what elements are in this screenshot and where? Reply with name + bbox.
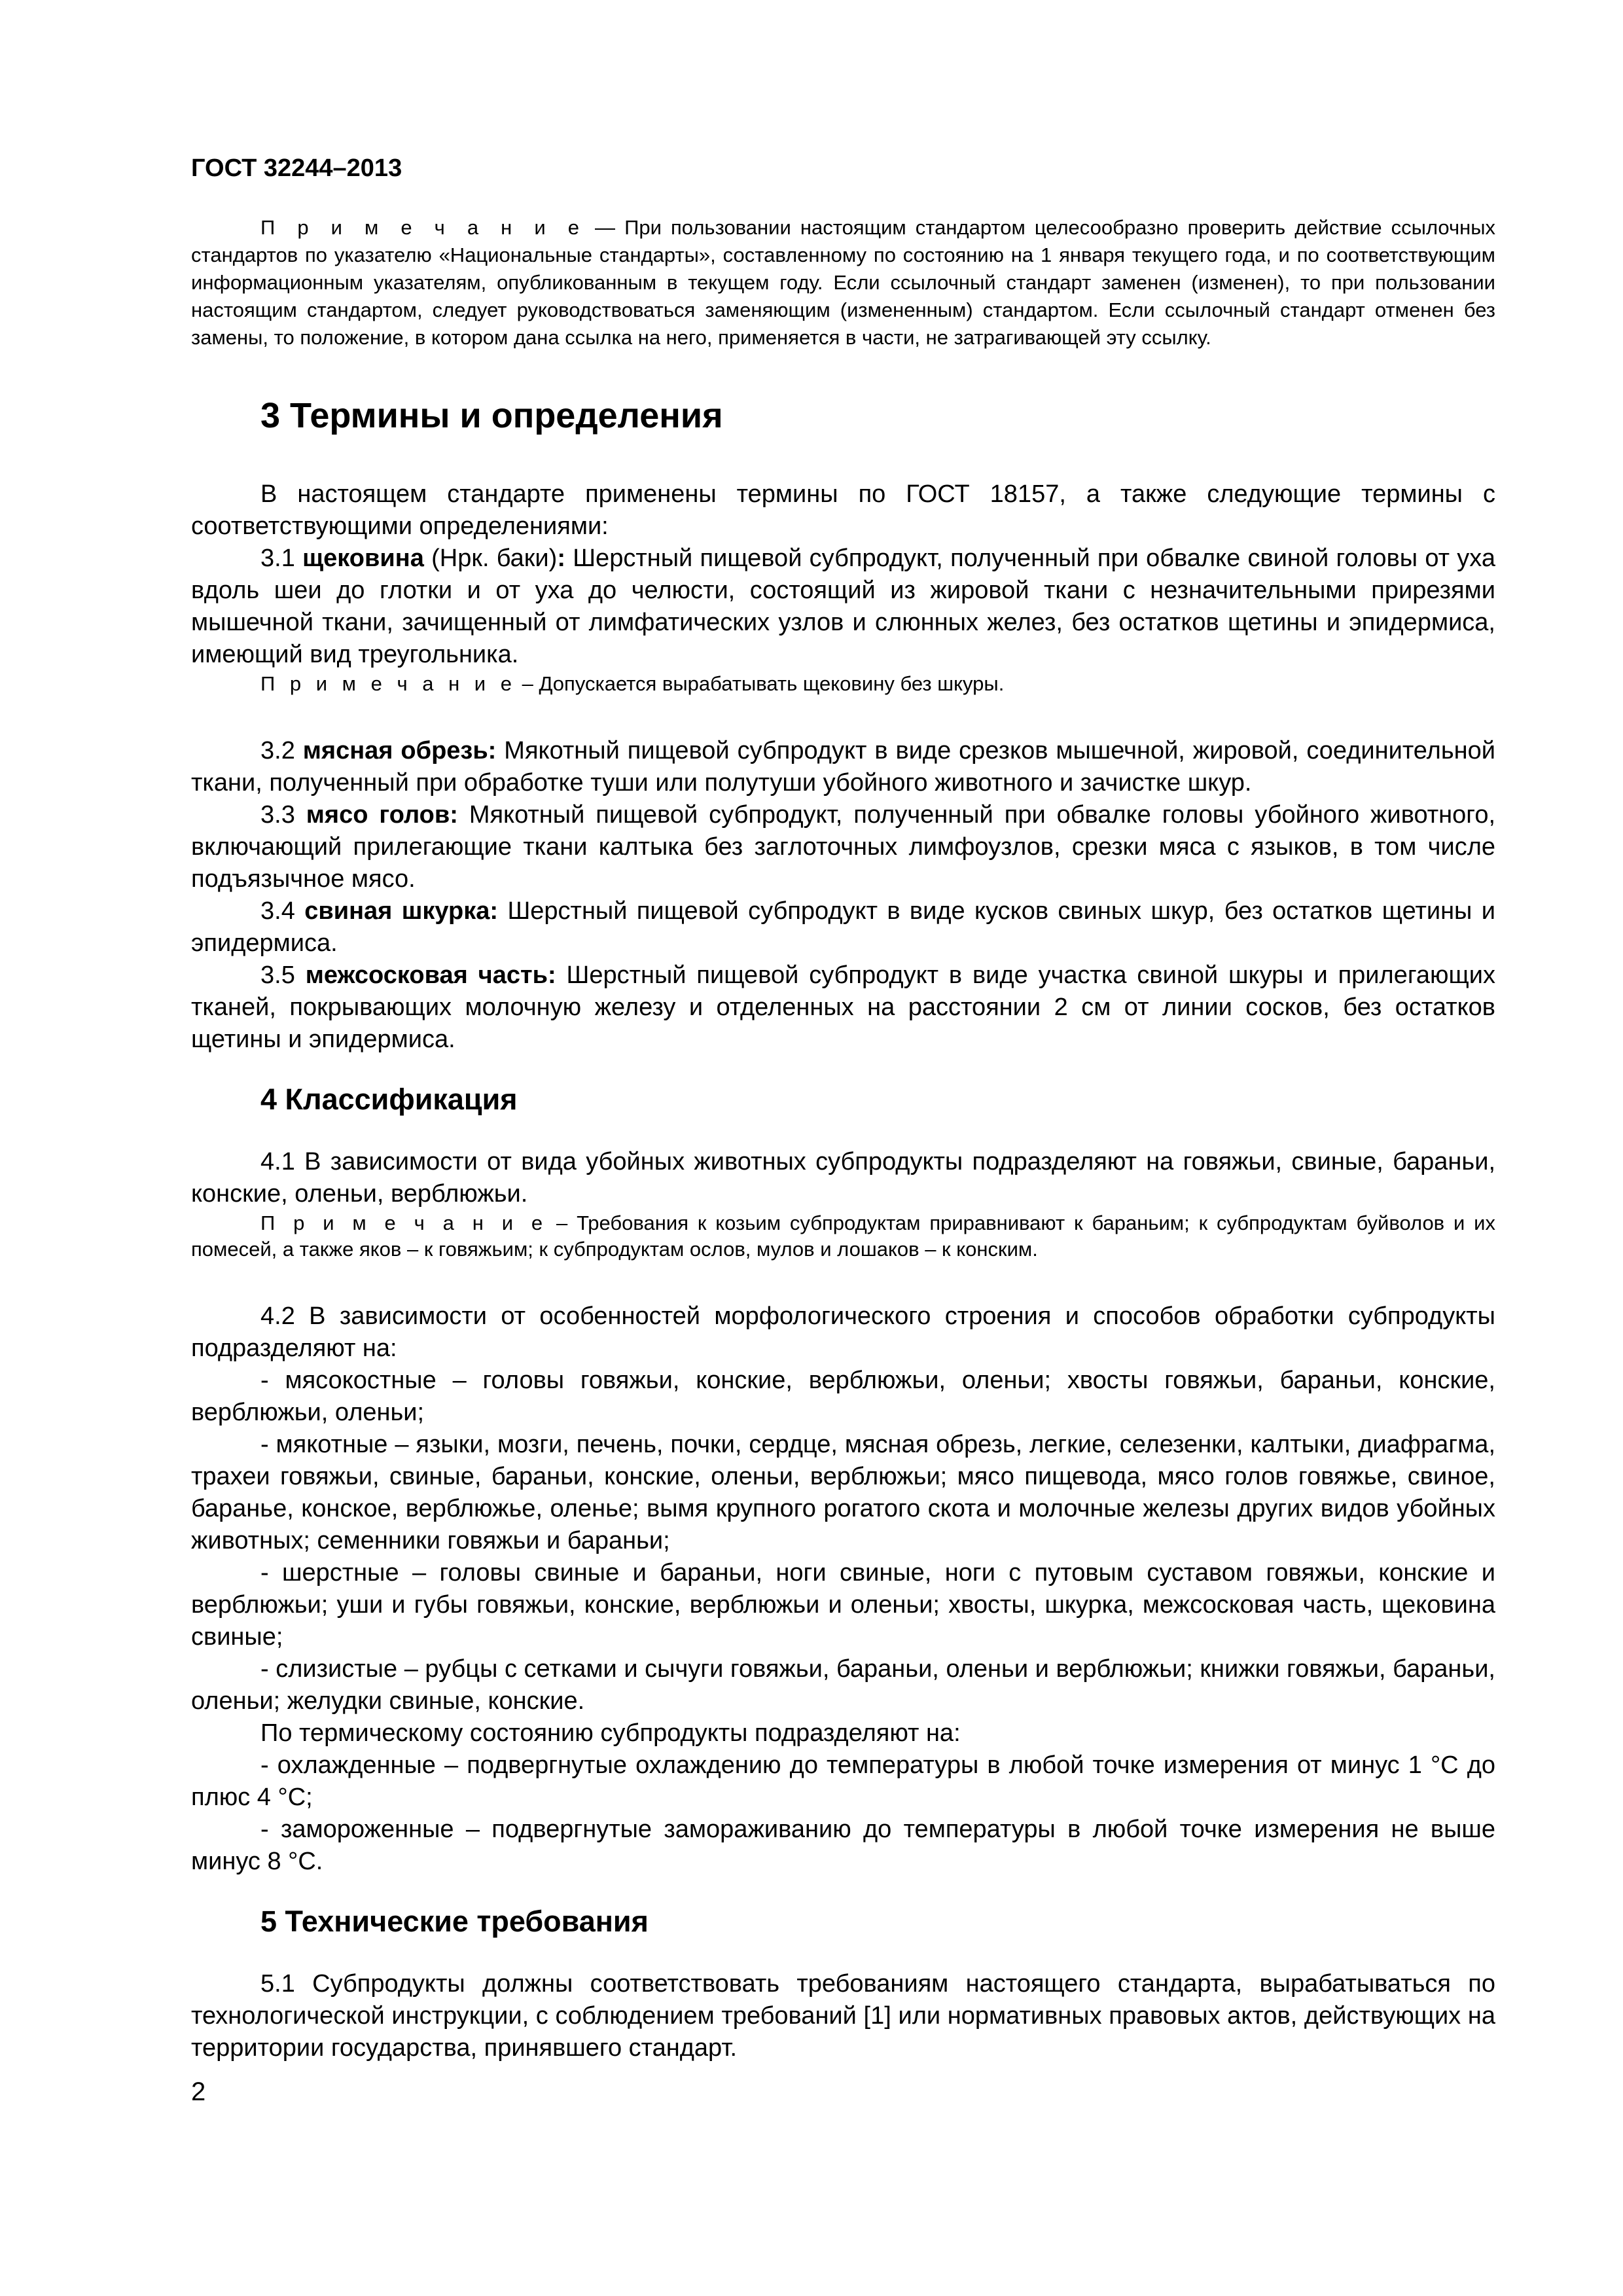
list-item-lead: - шерстные – <box>260 1559 440 1587</box>
clause-4-1: 4.1 В зависимости от вида убойных животных субпродукты подразделяют на говяжьи, свиные, бараньи, конские, оленьи, верблюжьи. <box>191 1148 1495 1208</box>
section-4-title: 4 Классификация <box>260 1083 518 1116</box>
list-item-lead: - мясокостные – <box>260 1367 483 1394</box>
list-item-text: подвергнутые охлаждению до температуры в любой точке измерения от минус 1 °С до плюс 4 °С; <box>191 1751 1496 1811</box>
note-label: П р и м е ч а н и е <box>260 216 586 239</box>
list-item-text: рубцы с сетками и сычуги говяжьи, бараньи, оленьи и верблюжьи; книжки говяжьи, бараньи, оленьи; желудки свиные, конские. <box>191 1655 1495 1715</box>
term-3-2 <box>191 735 1495 799</box>
list-item <box>191 1429 1495 1557</box>
term-colon: : <box>557 545 565 572</box>
note-text: — При пользовании настоящим стандартом целесообразно проверить действие ссылочных стандартов по указателю «Национальные стандарты», составленному по состоянию на 1 января текущего года, и по соответствующим информационным указателям, опубликованным в текущем году. Если ссылочный стандарт заменен (изменен), то при пользовании настоящим стандартом, следует руководствоваться заменяющим (измененным) стандартом. Если ссылочный стандарт отменен без замены, то положение, в котором дана ссылка на него, применяется в части, не затрагивающей эту ссылку. <box>191 216 1495 349</box>
term-3-3 <box>191 799 1495 895</box>
term-number: 3.1 <box>260 545 303 572</box>
section-5-title: 5 Технические требования <box>260 1905 649 1938</box>
clause-4-2: 4.2 В зависимости от особенностей морфологического строения и способов обработки субпродукты подразделяют на: <box>191 1302 1495 1362</box>
term-name: межсосковая часть: <box>305 961 556 989</box>
term-name: мясо голов: <box>306 801 458 829</box>
list-item-lead: - замороженные – <box>260 1816 492 1843</box>
list-item-text: языки, мозги, печень, почки, сердце, мясная обрезь, легкие, селезенки, калтыки, диафрагма, трахеи говяжьи, свиные, бараньи, конские, оленьи, верблюжьи; мясо пищевода, мясо голов говяжье, свиное, баранье, конское, верблюжье, оленье; вымя крупного рогатого скота и молочные железы других видов убойных животных; семенники говяжьи и бараньи; <box>191 1431 1495 1554</box>
list-item <box>191 1557 1495 1653</box>
list-item-lead: - слизистые – <box>260 1655 425 1683</box>
note-text: – Требования к козьим субпродуктам приравнивают к бараньим; к субпродуктам буйволов и их помесей, а также яков – к говяжьим; к субпродуктам ослов, мулов и лошаков – к конским. <box>191 1211 1495 1261</box>
term-number: 3.2 <box>260 737 303 764</box>
document-page <box>191 154 1495 2064</box>
term-3-1 <box>191 543 1495 671</box>
term-number: 3.5 <box>260 961 306 989</box>
thermal-intro: По термическому состоянию субпродукты подразделяют на: <box>260 1719 961 1747</box>
term-name: мясная обрезь: <box>302 737 497 764</box>
note-text: – Допускается вырабатывать щековину без шкуры. <box>516 672 1005 695</box>
clause-4-1-note <box>191 1210 1495 1263</box>
term-name: щековина <box>302 545 424 572</box>
list-item-text: подвергнутые замораживанию до температуры в любой точке измерения не выше минус 8 °С. <box>191 1816 1495 1875</box>
note-label: П р и м е ч а н и е <box>260 672 516 695</box>
term-definition: Мякотный пищевой субпродукт в виде срезков мышечной, жировой, соединительной ткани, полученный при обработке туши или полутуши убойного животного и зачистке шкур. <box>191 737 1495 797</box>
note-label: П р и м е ч а н и е <box>260 1211 548 1234</box>
term-definition: Мякотный пищевой субпродукт, полученный при обвалке головы убойного животного, включающий прилегающие ткани калтыка без заглоточных лимфоузлов, срезки мяса с языков, в том числе подъязычное мясо. <box>191 801 1496 893</box>
term-definition: Шерстный пищевой субпродукт в виде кусков свиных шкур, без остатков щетины и эпидермиса. <box>191 897 1495 957</box>
term-synonym: (Нрк. баки) <box>423 545 558 572</box>
list-item-text: головы свиные и бараньи, ноги свиные, ноги с путовым суставом говяжьи, конские и верблюжьи; уши и губы говяжьи, конские, верблюжьи и оленьи; хвосты, шкурка, межсосковая часть, щековина свиные; <box>191 1559 1495 1651</box>
term-number: 3.4 <box>260 897 305 925</box>
list-item <box>191 1814 1495 1878</box>
term-3-4 <box>191 895 1495 960</box>
clause-5-1: 5.1 Субпродукты должны соответствовать требованиям настоящего стандарта, вырабатываться по технологической инструкции, с соблюдением требований [1] или нормативных правовых актов, действующих на территории государства, принявшего стандарт. <box>191 1970 1495 2062</box>
document-code: ГОСТ 32244–2013 <box>191 154 402 182</box>
term-number: 3.3 <box>260 801 306 829</box>
list-item <box>191 1749 1495 1814</box>
term-definition: Шерстный пищевой субпродукт, полученный при обвалке свиной головы от уха вдоль шеи до глотки и от уха до челюсти, состоящий из жировой ткани с незначительными прирезями мышечной ткани, зачищенный от лимфатических узлов и слюнных желез, без остатков щетины и эпидермиса, имеющий вид треугольника. <box>191 545 1496 668</box>
note-top <box>191 214 1495 351</box>
term-3-1-note <box>191 671 1495 697</box>
page-number: 2 <box>191 2077 206 2106</box>
term-name: свиная шкурка: <box>304 897 499 925</box>
term-3-5 <box>191 960 1495 1056</box>
list-item <box>191 1653 1495 1717</box>
section-3-intro: В настоящем стандарте применены термины по ГОСТ 18157, а также следующие термины с соответствующими определениями: <box>191 480 1495 540</box>
list-item <box>191 1365 1495 1429</box>
section-3-title: 3 Термины и определения <box>260 396 723 435</box>
term-definition: Шерстный пищевой субпродукт в виде участка свиной шкуры и прилегающих тканей, покрывающих молочную железу и отделенных на расстоянии 2 см от линии сосков, без остатков щетины и эпидермиса. <box>191 961 1495 1053</box>
list-item-lead: - мякотные – <box>260 1431 416 1458</box>
list-item-text: головы говяжьи, конские, верблюжьи, оленьи; хвосты говяжьи, бараньи, конские, верблюжьи, оленьи; <box>191 1367 1495 1426</box>
list-item-lead: - охлажденные – <box>260 1751 467 1779</box>
